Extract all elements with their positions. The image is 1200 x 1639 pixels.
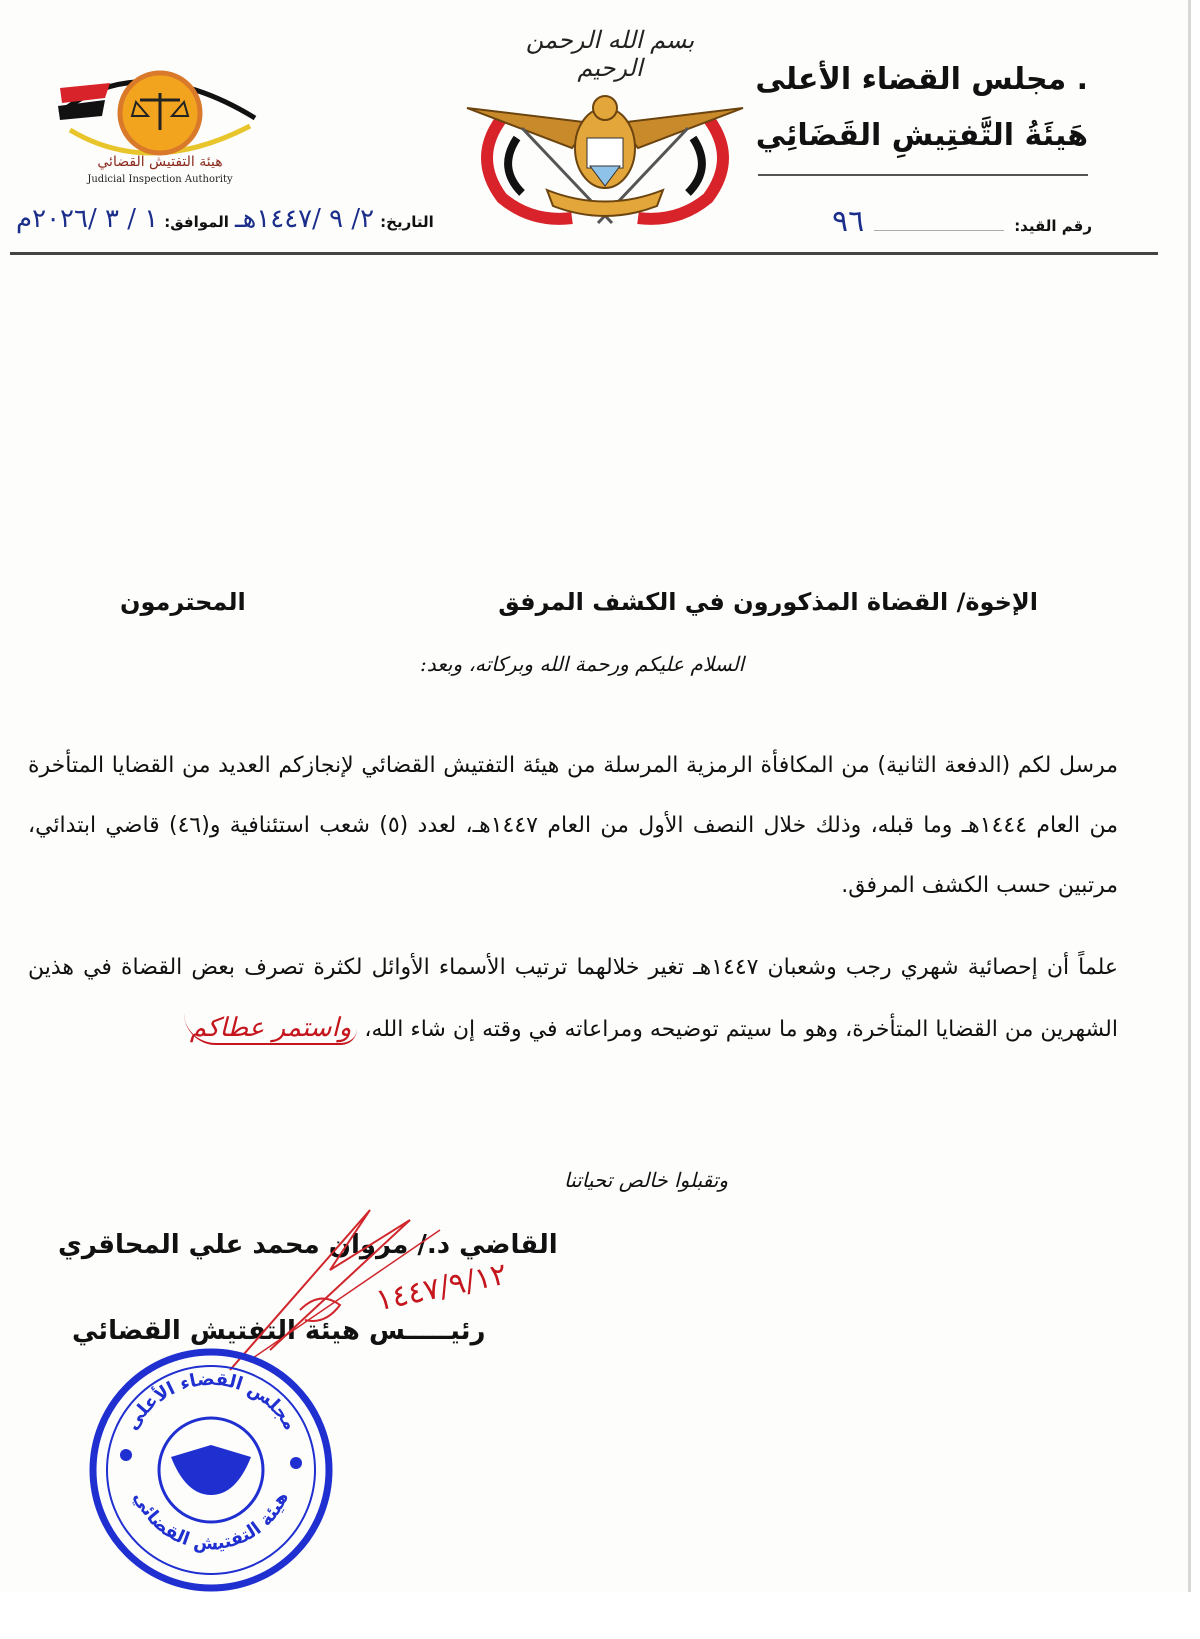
addressee: الإخوة/ القضاة المذكورون في الكشف المرفق: [498, 588, 1038, 616]
greeting: السلام عليكم ورحمة الله وبركاته، وبعد:: [420, 652, 745, 676]
reference-label: رقم القيد:: [1014, 217, 1092, 235]
paragraph-2: [28, 938, 1118, 1060]
closing: وتقبلوا خالص تحياتنا: [564, 1168, 728, 1192]
reference-value: ٩٦: [831, 204, 865, 239]
signer-name: القاضي د./ مروان محمد علي المحاقري: [58, 1230, 558, 1260]
svg-text:هيئة التفتيش القضائي: هيئة التفتيش القضائي: [129, 1488, 293, 1555]
addressee-honorific: المحترمون: [120, 588, 246, 616]
handwritten-note: واستمر عطاكم: [184, 1013, 358, 1045]
authority-name: هَيئَةُ التَّفتِيشِ القَضَائِي: [755, 118, 1088, 153]
reference-row: [832, 204, 1092, 239]
svg-text:Judicial Inspection Authority: Judicial Inspection Authority: [87, 174, 233, 185]
date-hijri: ٢/ ٩ /١٤٤٧هـ: [234, 204, 375, 234]
official-stamp-icon: [86, 1345, 336, 1595]
svg-text:هيئة التفتيش القضائي: هيئة التفتيش القضائي: [97, 154, 223, 170]
header-divider-short: [758, 174, 1088, 176]
handwritten-date: ١٤٤٧/٩/١٢: [372, 1256, 511, 1319]
inspection-authority-logo-icon: [50, 58, 270, 188]
reference-line: [874, 220, 1004, 231]
paragraph-2-text: علماً أن إحصائية شهري رجب وشعبان ١٤٤٧هـ تغير خلالهما ترتيب الأسماء الأوائل لكثرة تصرف بعض القضاة في هذين الشهرين من القضايا المتأخرة، وهو ما سيتم توضيحه ومراعاته في وقته إن شاء الله،: [28, 955, 1118, 1042]
date-label: التاريخ:: [380, 213, 434, 231]
signer-title: رئيـــــس هيئة التفتيش القضائي: [72, 1316, 486, 1346]
basmala: بسم الله الرحمن الرحيم: [525, 26, 695, 82]
paragraph-1: مرسل لكم (الدفعة الثانية) من المكافأة الرمزية المرسلة من هيئة التفتيش القضائي لإنجازكم العديد من القضايا المتأخرة من العام ١٤٤٤هـ وما قبله، وذلك خلال النصف الأول من العام ١٤٤٧هـ، لعدد (٥) شعب استئنافية و(٤٦) قاضي ابتدائي، مرتبين حسب الكشف المرفق.: [28, 753, 1118, 898]
date-row: [16, 204, 434, 234]
header-divider: [10, 252, 1158, 255]
council-name: . مجلس القضاء الأعلى: [755, 62, 1088, 97]
yemen-emblem-icon: [462, 78, 748, 228]
date-gregorian-label: الموافق:: [164, 213, 229, 231]
svg-text:مجلس القضاء الأعلى: مجلس القضاء الأعلى: [121, 1368, 301, 1434]
date-gregorian: ١ / ٣ /٢٠٢٦م: [16, 204, 159, 234]
